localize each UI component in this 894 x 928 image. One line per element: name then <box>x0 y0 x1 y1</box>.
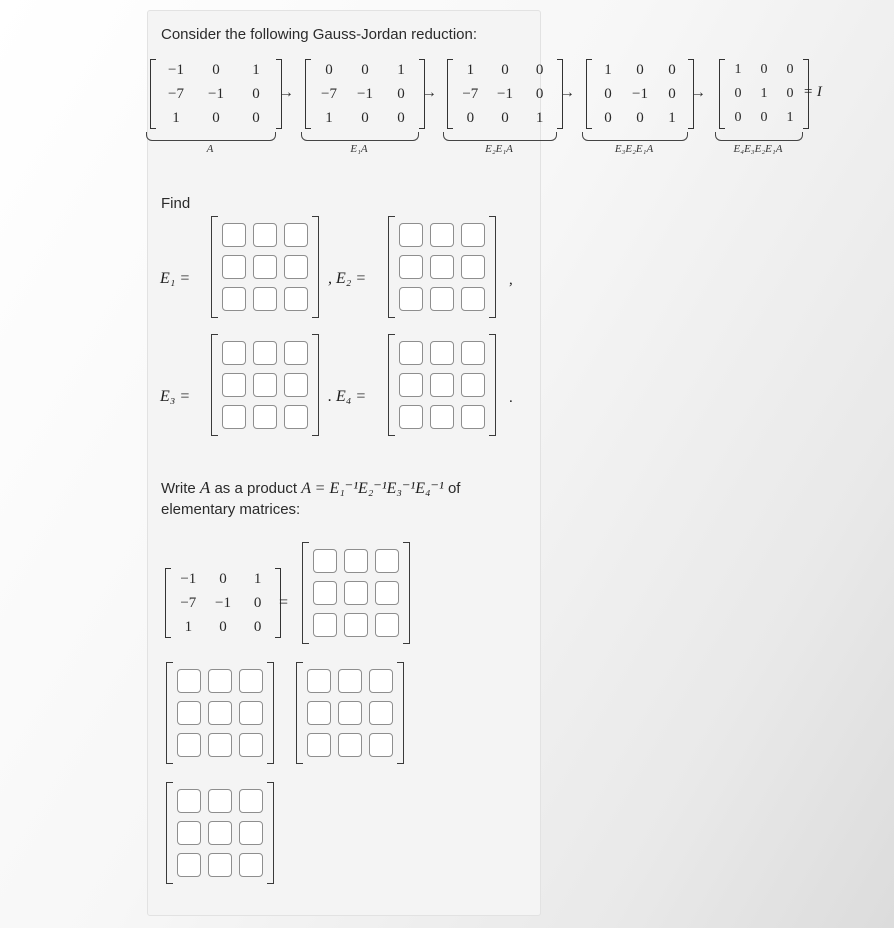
matrix-entry: 0 <box>734 110 742 125</box>
matrix-entry-input[interactable] <box>208 701 232 725</box>
e2-matrix-input <box>388 216 496 318</box>
matrix-entry-input[interactable] <box>430 255 454 279</box>
matrix-entry-input[interactable] <box>239 733 263 757</box>
matrix-entry-input[interactable] <box>253 373 277 397</box>
matrix-entry: 0 <box>397 85 405 102</box>
matrix-entry: 1 <box>397 61 405 78</box>
matrix-entry-input[interactable] <box>430 287 454 311</box>
matrix-entry-input[interactable] <box>338 701 362 725</box>
matrix-entry: 0 <box>253 618 262 635</box>
matrix-entry: 0 <box>636 109 644 126</box>
matrix-entry-input[interactable] <box>208 789 232 813</box>
e4-matrix-input <box>388 334 496 436</box>
matrix-entry: 0 <box>760 110 768 125</box>
reduction-matrix-5 <box>719 58 809 130</box>
matrix-entry: 0 <box>786 86 794 101</box>
matrix-entry: 0 <box>219 618 227 635</box>
matrix-entry: 0 <box>325 61 333 78</box>
matrix-entry-input[interactable] <box>284 341 308 365</box>
matrix-entry-input[interactable] <box>338 669 362 693</box>
matrix-entry-input[interactable] <box>399 255 423 279</box>
matrix-entry-input[interactable] <box>239 701 263 725</box>
matrix-entry-input[interactable] <box>253 255 277 279</box>
matrix-entry-input[interactable] <box>399 287 423 311</box>
matrix-entry: 0 <box>253 594 262 611</box>
matrix-entry-input[interactable] <box>177 789 201 813</box>
matrix-entry-input[interactable] <box>307 701 331 725</box>
matrix-entry-input[interactable] <box>430 405 454 429</box>
matrix-entry-input[interactable] <box>253 287 277 311</box>
matrix-entry-input[interactable] <box>239 669 263 693</box>
product-formula: A = E₁⁻¹E₂⁻¹E₃⁻¹E₄⁻¹ <box>301 480 444 497</box>
matrix-entry: 1 <box>466 61 475 78</box>
matrix-entry: 0 <box>760 62 768 77</box>
matrix-entry: 0 <box>668 61 676 78</box>
matrix-entry-input[interactable] <box>338 733 362 757</box>
underbrace <box>301 132 419 141</box>
matrix-entry-input[interactable] <box>208 669 232 693</box>
e1-label: E₁ = <box>160 270 191 287</box>
matrix-entry-input[interactable] <box>177 669 201 693</box>
matrix-entry-input[interactable] <box>430 223 454 247</box>
matrix-entry: −1 <box>168 61 184 78</box>
matrix-entry-input[interactable] <box>344 613 368 637</box>
find-label: Find <box>161 195 191 212</box>
matrix-entry-input[interactable] <box>222 223 246 247</box>
matrix-entry-input[interactable] <box>344 581 368 605</box>
matrix-entry-input[interactable] <box>461 373 485 397</box>
matrix-entry: 0 <box>361 109 369 126</box>
arrow-icon: → <box>690 84 706 101</box>
matrix-entry-input[interactable] <box>313 581 337 605</box>
intro-text: Consider the following Gauss-Jordan reduction: <box>161 26 478 43</box>
matrix-entry: 0 <box>397 109 405 126</box>
matrix-entry: 1 <box>184 618 193 635</box>
matrix-entry-input[interactable] <box>208 733 232 757</box>
matrix-entry-input[interactable] <box>430 341 454 365</box>
matrix-entry-input[interactable] <box>461 341 485 365</box>
matrix-entry-input[interactable] <box>307 733 331 757</box>
e1-matrix-input <box>211 216 319 318</box>
matrix-entry-input[interactable] <box>375 613 399 637</box>
matrix-entry-input[interactable] <box>222 373 246 397</box>
matrix-entry-input[interactable] <box>222 405 246 429</box>
matrix-entry: −1 <box>180 570 197 587</box>
matrix-entry-input[interactable] <box>369 669 393 693</box>
equals-identity: = I <box>803 84 822 100</box>
matrix-entry: 0 <box>786 62 794 77</box>
matrix-entry-input[interactable] <box>399 223 423 247</box>
matrix-entry: −7 <box>462 85 479 102</box>
matrix-entry-input[interactable] <box>222 255 246 279</box>
matrix-entry-input[interactable] <box>208 853 232 877</box>
matrix-entry-input[interactable] <box>461 255 485 279</box>
matrix-entry-input[interactable] <box>399 405 423 429</box>
matrix-entry-input[interactable] <box>461 223 485 247</box>
reduction-matrix-2 <box>305 58 425 130</box>
matrix-entry: 0 <box>501 109 509 126</box>
matrix-entry: −1 <box>215 594 231 611</box>
reduction-matrix-3 <box>447 58 563 130</box>
reduction-matrix-4 <box>586 58 694 130</box>
matrix-entry: 1 <box>786 110 794 125</box>
matrix-entry: 0 <box>219 570 227 587</box>
matrix-entry: 1 <box>325 109 333 126</box>
matrix-entry: 0 <box>466 109 475 126</box>
matrix-entry-input[interactable] <box>239 821 263 845</box>
matrix-entry-input[interactable] <box>253 223 277 247</box>
matrix-entry-input[interactable] <box>177 701 201 725</box>
matrix-entry: 1 <box>253 570 262 587</box>
e2-label: , E₂ = <box>328 270 367 287</box>
e4-label: . E₄ = <box>328 388 367 405</box>
matrix-entry-input[interactable] <box>284 287 308 311</box>
matrix-entry: 0 <box>535 85 544 102</box>
matrix-entry: 1 <box>760 86 768 101</box>
matrix-entry-input[interactable] <box>461 287 485 311</box>
matrix-entry-input[interactable] <box>222 341 246 365</box>
matrix-entry-input[interactable] <box>284 405 308 429</box>
matrix-entry-input[interactable] <box>369 733 393 757</box>
underbrace <box>146 132 276 141</box>
matrix-entry: 0 <box>734 86 742 101</box>
arrow-icon: → <box>421 84 437 101</box>
matrix-entry: −7 <box>180 594 197 611</box>
arrow-icon: → <box>278 84 294 101</box>
period: . <box>509 390 513 406</box>
underbrace-label: E₂E₁A <box>485 143 513 155</box>
matrix-entry-input[interactable] <box>284 373 308 397</box>
inverse-e3-matrix-input <box>296 662 404 764</box>
matrix-entry: 0 <box>212 109 220 126</box>
matrix-entry-input[interactable] <box>313 613 337 637</box>
comma: , <box>509 272 513 288</box>
underbrace-label: A <box>206 143 214 155</box>
matrix-entry-input[interactable] <box>461 405 485 429</box>
matrix-entry: 0 <box>604 109 612 126</box>
matrix-entry-input[interactable] <box>177 733 201 757</box>
matrix-entry: 0 <box>501 61 509 78</box>
arrow-icon: → <box>559 84 575 101</box>
write-instruction: Write A as a product A = E₁⁻¹E₂⁻¹E₃⁻¹E₄⁻¹ of <box>161 478 461 497</box>
matrix-entry: 0 <box>535 61 544 78</box>
matrix-entry-input[interactable] <box>208 821 232 845</box>
inverse-e2-matrix-input <box>166 662 274 764</box>
matrix-entry-input[interactable] <box>307 669 331 693</box>
matrix-entry: 0 <box>252 109 260 126</box>
underbrace-label: E₄E₃E₂E₁A <box>733 143 783 155</box>
e3-label: E₃ = <box>160 388 191 405</box>
matrix-entry-input[interactable] <box>239 789 263 813</box>
matrix-entry-input[interactable] <box>399 341 423 365</box>
matrix-entry: 0 <box>604 85 612 102</box>
underbrace-label: E₁A <box>350 143 368 155</box>
e3-matrix-input <box>211 334 319 436</box>
inverse-e1-matrix-input <box>302 542 410 644</box>
matrix-entry-input[interactable] <box>177 853 201 877</box>
matrix-entry-input[interactable] <box>375 581 399 605</box>
matrix-entry-input[interactable] <box>430 373 454 397</box>
matrix-entry: 1 <box>734 62 742 77</box>
matrix-entry-input[interactable] <box>284 223 308 247</box>
matrix-entry: 0 <box>361 61 369 78</box>
matrix-entry-input[interactable] <box>375 549 399 573</box>
matrix-entry: −1 <box>632 85 648 102</box>
matrix-entry-input[interactable] <box>253 405 277 429</box>
matrix-entry-input[interactable] <box>177 821 201 845</box>
matrix-entry: 1 <box>252 61 260 78</box>
reduction-matrix-1 <box>150 58 282 130</box>
matrix-entry: −1 <box>208 85 224 102</box>
matrix-entry: −1 <box>357 85 373 102</box>
matrix-entry-input[interactable] <box>344 549 368 573</box>
matrix-entry: −7 <box>168 85 184 102</box>
matrix-entry: 1 <box>172 109 180 126</box>
matrix-entry: 0 <box>252 85 260 102</box>
product-lhs-matrix <box>165 567 281 639</box>
underbrace <box>443 132 557 141</box>
matrix-entry-input[interactable] <box>222 287 246 311</box>
matrix-entry: 0 <box>212 61 220 78</box>
matrix-entry: 0 <box>668 85 676 102</box>
underbrace <box>715 132 803 141</box>
matrix-entry-input[interactable] <box>369 701 393 725</box>
matrix-entry-input[interactable] <box>313 549 337 573</box>
underbrace-label: E₃E₂E₁A <box>614 143 654 155</box>
matrix-entry: 1 <box>604 61 612 78</box>
matrix-entry: −7 <box>321 85 337 102</box>
matrix-entry: 1 <box>668 109 676 126</box>
matrix-entry: −1 <box>497 85 513 102</box>
matrix-entry-input[interactable] <box>253 341 277 365</box>
matrix-entry: 0 <box>636 61 644 78</box>
matrix-entry-input[interactable] <box>284 255 308 279</box>
matrix-entry-input[interactable] <box>399 373 423 397</box>
equals-sign: = <box>279 594 289 611</box>
underbrace <box>582 132 688 141</box>
matrix-entry-input[interactable] <box>239 853 263 877</box>
matrix-entry: 1 <box>535 109 544 126</box>
inverse-e4-matrix-input <box>166 782 274 884</box>
write-instruction-line2: elementary matrices: <box>161 501 301 518</box>
